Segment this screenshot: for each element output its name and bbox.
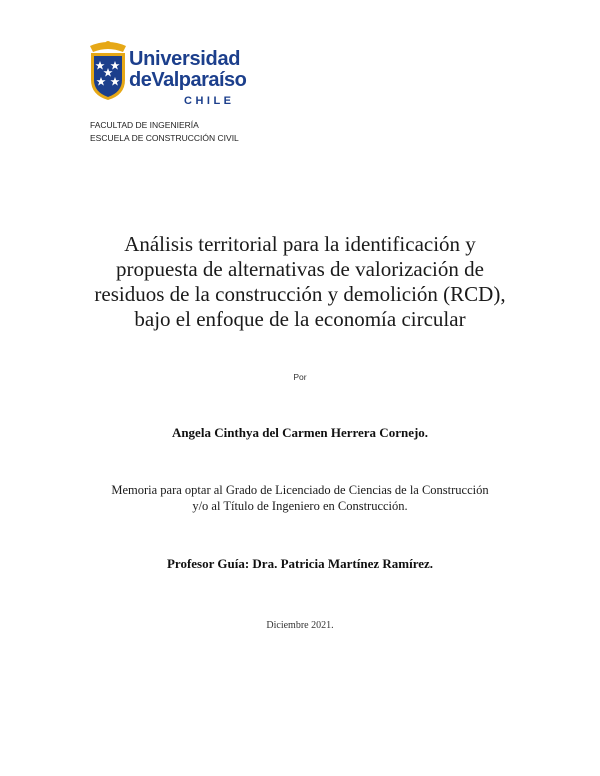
degree-line-1: Memoria para optar al Grado de Licenciado de Ciencias de la Construcción — [111, 483, 489, 497]
faculty-name: FACULTAD DE INGENIERÍA — [90, 120, 199, 130]
degree-statement — [0, 482, 600, 514]
by-label: Por — [293, 372, 307, 382]
faculty-block — [90, 119, 239, 145]
document-date: Diciembre 2021. — [266, 620, 334, 631]
guide-professor: Profesor Guía: Dra. Patricia Martínez Ramírez. — [166, 556, 434, 571]
title-line-1: Análisis territorial para la identificación y — [124, 232, 476, 256]
logo-line-valparaiso: deValparaíso — [129, 69, 247, 91]
logo-line-universidad: Universidad — [129, 48, 241, 70]
logo-line-chile: CHILE — [184, 95, 235, 107]
university-logo — [88, 40, 247, 107]
degree-line-2: y/o al Título de Ingeniero en Construcción. — [192, 499, 408, 513]
title-line-2: propuesta de alternativas de valorización de — [116, 257, 484, 281]
school-name: ESCUELA DE CONSTRUCCIÓN CIVIL — [90, 133, 239, 143]
author-name: Angela Cinthya del Carmen Herrera Cornejo. — [171, 425, 429, 440]
title-line-3: residuos de la construcción y demolición (RCD), — [94, 282, 506, 306]
shield-emblem-icon — [88, 40, 128, 102]
thesis-title — [60, 232, 540, 332]
title-line-4: bajo el enfoque de la economía circular — [134, 307, 466, 331]
